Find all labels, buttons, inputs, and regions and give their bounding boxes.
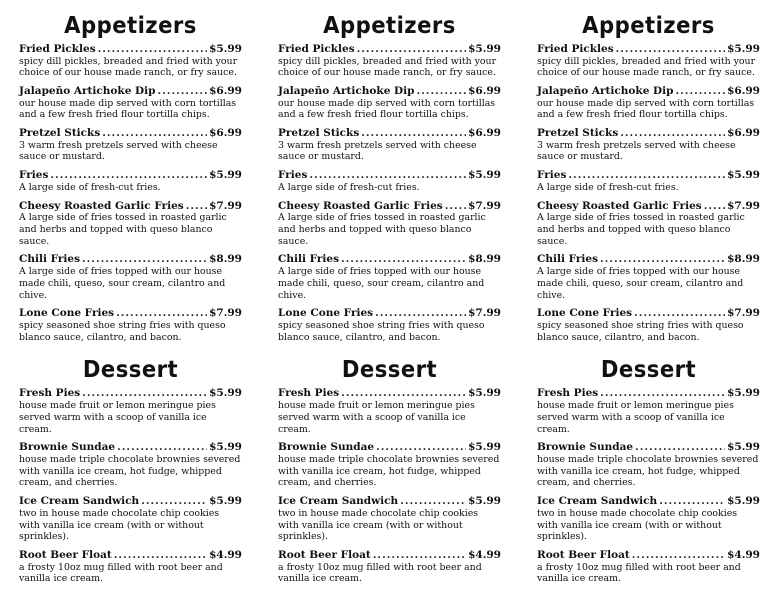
menu-item-description: 3 warm fresh pretzels served with cheese sauce or mustard.	[537, 139, 736, 163]
dot-leader	[341, 253, 466, 266]
dot-leader	[634, 307, 725, 320]
menu-item	[278, 200, 501, 248]
menu-item-price: $5.99	[727, 441, 760, 454]
menu-item-header	[19, 200, 242, 213]
menu-item-price: $6.99	[468, 85, 501, 98]
dot-leader	[141, 495, 207, 508]
menu-item-description: spicy seasoned shoe string fries with queso blanco sauce, cilantro, and bacon.	[19, 319, 226, 343]
menu-item-description: A large side of fresh-cut fries.	[19, 181, 161, 193]
menu-item-price: $5.99	[209, 441, 242, 454]
menu-item-header	[278, 307, 501, 320]
menu-item-description: 3 warm fresh pretzels served with cheese sauce or mustard.	[278, 139, 477, 163]
menu-item-header	[537, 253, 760, 266]
menu-item-price: $5.99	[727, 495, 760, 508]
menu-item-header	[278, 169, 501, 182]
menu-item-description: A large side of fresh-cut fries.	[278, 181, 420, 193]
menu-item	[19, 85, 242, 121]
menu-item-description: house made triple chocolate brownies severed with vanilla ice cream, hot fudge, whipped cream, and cherries.	[537, 453, 759, 489]
dot-leader	[416, 85, 466, 98]
menu-item	[19, 253, 242, 301]
dot-leader	[357, 43, 467, 56]
dot-leader	[659, 495, 725, 508]
menu-item-name: Lone Cone Fries	[537, 307, 633, 320]
dessert-heading: Dessert	[341, 357, 438, 384]
menu-item-description: spicy seasoned shoe string fries with queso blanco sauce, cilantro, and bacon.	[278, 319, 485, 343]
menu-item	[19, 441, 242, 489]
menu-item-description: A large side of fries topped with our house made chili, queso, sour cream, cilantro and chive.	[19, 265, 226, 301]
menu-item	[537, 253, 760, 301]
menu-item-price: $7.99	[468, 199, 501, 212]
menu-item-header	[537, 495, 760, 508]
menu-item-description: house made triple chocolate brownies severed with vanilla ice cream, hot fudge, whipped cream, and cherries.	[278, 453, 500, 489]
menu-item-header	[19, 253, 242, 266]
dot-leader	[704, 200, 725, 213]
menu-item-header	[278, 127, 501, 140]
menu-item-description: house made triple chocolate brownies severed with vanilla ice cream, hot fudge, whipped cream, and cherries.	[19, 453, 241, 489]
menu-item-name: Fries	[537, 169, 567, 182]
menu-column-2	[259, 0, 518, 601]
menu-item-description: a frosty 10oz mug filled with root beer and vanilla ice cream.	[537, 561, 741, 585]
dot-leader	[373, 549, 466, 562]
menu-item-header	[537, 387, 760, 400]
menu-item	[537, 169, 760, 193]
menu-item-header	[19, 549, 242, 562]
menu-item-header	[19, 495, 242, 508]
menu-item-name: Lone Cone Fries	[278, 307, 374, 320]
menu-item-header	[278, 549, 501, 562]
appetizers-list	[19, 43, 242, 343]
menu-item	[278, 253, 501, 301]
menu-item-header	[19, 307, 242, 320]
appetizers-heading: Appetizers	[64, 13, 197, 39]
menu-item	[537, 43, 760, 79]
dot-leader	[186, 200, 207, 213]
menu-item-price: $4.99	[209, 549, 242, 562]
menu-item-name: Fresh Pies	[19, 387, 81, 400]
menu-item-name: Jalapeño Artichoke Dip	[19, 85, 156, 98]
menu-item-header	[278, 441, 501, 454]
menu-item-price: $7.99	[727, 307, 760, 320]
dot-leader	[376, 441, 466, 454]
menu-item-description: house made fruit or lemon meringue pies served warm with a scoop of vanilla ice cream.	[537, 399, 734, 435]
menu-item-header	[278, 85, 501, 98]
menu-item-description: house made fruit or lemon meringue pies served warm with a scoop of vanilla ice cream.	[19, 399, 216, 435]
menu-item-name: Root Beer Float	[537, 549, 630, 562]
menu-item-name: Jalapeño Artichoke Dip	[537, 85, 674, 98]
menu-item-name: Chili Fries	[537, 253, 598, 266]
dot-leader	[114, 549, 207, 562]
dot-leader	[116, 307, 207, 320]
menu-item-header	[19, 387, 242, 400]
menu-item-price: $5.99	[209, 169, 242, 182]
menu-item-description: two in house made chocolate chip cookies with vanilla ice cream (with or without sprinkles).	[19, 507, 220, 543]
menu-item-header	[537, 200, 760, 213]
dot-leader	[675, 85, 725, 98]
menu-item-description: spicy dill pickles, breaded and fried with your choice of our house made ranch, or fry sauce.	[537, 55, 756, 79]
menu-item-name: Brownie Sundae	[278, 441, 375, 454]
menu-item-price: $5.99	[209, 387, 242, 400]
dot-leader	[445, 200, 466, 213]
menu-item-name: Fresh Pies	[537, 387, 599, 400]
dot-leader	[616, 43, 726, 56]
menu-item-name: Pretzel Sticks	[278, 127, 360, 140]
dot-leader	[635, 441, 725, 454]
menu-item-price: $5.99	[727, 43, 760, 55]
menu-item-name: Fried Pickles	[278, 43, 355, 55]
menu-item-header	[537, 127, 760, 140]
menu-item-price: $5.99	[209, 495, 242, 508]
menu-item-description: 3 warm fresh pretzels served with cheese sauce or mustard.	[19, 139, 218, 163]
menu-item	[537, 549, 760, 585]
menu-item	[19, 169, 242, 193]
menu-item	[537, 85, 760, 121]
menu-item-price: $5.99	[468, 43, 501, 55]
menu-item-name: Fried Pickles	[537, 43, 614, 55]
menu-item-price: $5.99	[468, 495, 501, 508]
menu-item-price: $5.99	[727, 169, 760, 182]
menu-item-name: Fresh Pies	[278, 387, 340, 400]
menu-item-header	[537, 307, 760, 320]
menu-item	[278, 169, 501, 193]
appetizers-heading: Appetizers	[323, 13, 456, 39]
dot-leader	[82, 253, 207, 266]
dot-leader	[82, 387, 207, 400]
dot-leader	[632, 549, 725, 562]
dot-leader	[102, 127, 207, 140]
dot-leader	[361, 127, 466, 140]
menu-item-header	[19, 85, 242, 98]
menu-item	[19, 495, 242, 543]
dot-leader	[341, 387, 466, 400]
dot-leader	[600, 253, 725, 266]
menu-item-name: Cheesy Roasted Garlic Fries	[278, 199, 443, 212]
dot-leader	[600, 387, 725, 400]
menu-item-description: A large side of fries topped with our house made chili, queso, sour cream, cilantro and chive.	[278, 265, 485, 301]
menu-item	[278, 43, 501, 79]
menu-item-header	[537, 549, 760, 562]
menu-item-name: Jalapeño Artichoke Dip	[278, 85, 415, 98]
dessert-list	[537, 387, 760, 585]
menu-item-name: Lone Cone Fries	[19, 307, 115, 320]
menu-item-price: $7.99	[209, 199, 242, 212]
menu-item	[19, 43, 242, 79]
menu-item-name: Brownie Sundae	[537, 441, 634, 454]
menu-item	[19, 307, 242, 343]
menu-item	[537, 200, 760, 248]
menu-item-price: $8.99	[209, 253, 242, 266]
menu-item-name: Pretzel Sticks	[537, 127, 619, 140]
menu-item-header	[537, 441, 760, 454]
menu-item	[19, 127, 242, 163]
menu-item-price: $4.99	[468, 549, 501, 562]
menu-item-price: $6.99	[468, 127, 501, 140]
menu-item	[19, 200, 242, 248]
menu-item-description: A large side of fries topped with our house made chili, queso, sour cream, cilantro and chive.	[537, 265, 744, 301]
menu-item-name: Ice Cream Sandwich	[19, 495, 140, 508]
menu-item-description: a frosty 10oz mug filled with root beer and vanilla ice cream.	[19, 561, 223, 585]
menu-item	[537, 387, 760, 435]
menu-item-price: $4.99	[727, 549, 760, 562]
menu-item-header	[537, 43, 760, 56]
dot-leader	[568, 169, 725, 182]
dessert-list	[278, 387, 501, 585]
menu-item-price: $7.99	[727, 199, 760, 212]
appetizers-heading: Appetizers	[582, 13, 715, 39]
appetizers-list	[278, 43, 501, 343]
appetizers-list	[537, 43, 760, 343]
menu-item-description: our house made dip served with corn tortillas and a few fresh fried flour tortilla chips.	[19, 97, 237, 121]
menu-item-description: our house made dip served with corn tortillas and a few fresh fried flour tortilla chips.	[537, 97, 755, 121]
menu-item-price: $7.99	[468, 307, 501, 320]
menu-item-name: Fries	[278, 169, 308, 182]
menu-item-price: $5.99	[468, 441, 501, 454]
menu-item-description: spicy dill pickles, breaded and fried with your choice of our house made ranch, or fry sauce.	[278, 55, 497, 79]
menu-item-price: $6.99	[727, 127, 760, 140]
menu-item-name: Root Beer Float	[19, 549, 112, 562]
menu-item-price: $6.99	[209, 85, 242, 98]
menu-item-name: Fried Pickles	[19, 43, 96, 55]
dot-leader	[98, 43, 208, 56]
menu-item-description: A large side of fries tossed in roasted garlic and herbs and topped with queso blanco sauce.	[278, 212, 486, 247]
menu-item	[278, 495, 501, 543]
menu-item-name: Root Beer Float	[278, 549, 371, 562]
menu-item-description: house made fruit or lemon meringue pies served warm with a scoop of vanilla ice cream.	[278, 399, 475, 435]
menu-item-description: spicy seasoned shoe string fries with queso blanco sauce, cilantro, and bacon.	[537, 319, 744, 343]
menu-item-name: Ice Cream Sandwich	[278, 495, 399, 508]
menu-item-price: $5.99	[468, 169, 501, 182]
menu-item	[537, 495, 760, 543]
menu-item	[537, 307, 760, 343]
menu-item-name: Ice Cream Sandwich	[537, 495, 658, 508]
menu-item-header	[537, 85, 760, 98]
menu-item-description: A large side of fries tossed in roasted garlic and herbs and topped with queso blanco sauce.	[19, 212, 227, 247]
menu-item-name: Chili Fries	[19, 253, 80, 266]
menu-item	[19, 387, 242, 435]
menu-item-price: $6.99	[727, 85, 760, 98]
menu-item-name: Chili Fries	[278, 253, 339, 266]
menu-item-header	[278, 495, 501, 508]
menu-item	[278, 387, 501, 435]
dessert-list	[19, 387, 242, 585]
menu-item-price: $5.99	[727, 387, 760, 400]
dot-leader	[375, 307, 466, 320]
menu-item-description: two in house made chocolate chip cookies with vanilla ice cream (with or without sprinkles).	[537, 507, 738, 543]
dot-leader	[309, 169, 466, 182]
menu-item-description: two in house made chocolate chip cookies with vanilla ice cream (with or without sprinkles).	[278, 507, 479, 543]
menu-item-price: $8.99	[727, 253, 760, 266]
dot-leader	[620, 127, 725, 140]
menu-item	[278, 127, 501, 163]
dot-leader	[157, 85, 207, 98]
menu-item-header	[537, 169, 760, 182]
menu-item-name: Cheesy Roasted Garlic Fries	[19, 199, 184, 212]
menu-item	[278, 549, 501, 585]
menu-item-price: $5.99	[468, 387, 501, 400]
menu-item-name: Fries	[19, 169, 49, 182]
dot-leader	[117, 441, 207, 454]
menu-item-description: our house made dip served with corn tortillas and a few fresh fried flour tortilla chips.	[278, 97, 496, 121]
dot-leader	[400, 495, 466, 508]
dot-leader	[50, 169, 207, 182]
menu-item	[19, 549, 242, 585]
menu-item-price: $7.99	[209, 307, 242, 320]
menu-item	[278, 307, 501, 343]
menu-item-header	[278, 253, 501, 266]
menu-column-1	[0, 0, 259, 601]
menu-item-header	[278, 200, 501, 213]
menu-item-header	[19, 441, 242, 454]
menu-item-price: $5.99	[209, 43, 242, 55]
dessert-heading: Dessert	[600, 357, 697, 384]
menu-item-header	[19, 43, 242, 56]
menu-item-name: Pretzel Sticks	[19, 127, 101, 140]
menu-item-header	[278, 43, 501, 56]
menu-item-name: Brownie Sundae	[19, 441, 116, 454]
menu-item-name: Cheesy Roasted Garlic Fries	[537, 199, 702, 212]
menu-item	[278, 441, 501, 489]
menu-item-description: spicy dill pickles, breaded and fried with your choice of our house made ranch, or fry sauce.	[19, 55, 238, 79]
menu-item-description: a frosty 10oz mug filled with root beer and vanilla ice cream.	[278, 561, 482, 585]
menu-item-header	[278, 387, 501, 400]
menu-column-3	[518, 0, 777, 601]
menu-item-header	[19, 169, 242, 182]
menu-item-header	[19, 127, 242, 140]
menu-item	[537, 127, 760, 163]
menu-item-description: A large side of fries tossed in roasted garlic and herbs and topped with queso blanco sauce.	[537, 212, 745, 247]
menu-item-description: A large side of fresh-cut fries.	[537, 181, 679, 193]
dessert-heading: Dessert	[82, 357, 179, 384]
menu-item	[537, 441, 760, 489]
menu-item-price: $8.99	[468, 253, 501, 266]
menu-item-price: $6.99	[209, 127, 242, 140]
menu-item	[278, 85, 501, 121]
